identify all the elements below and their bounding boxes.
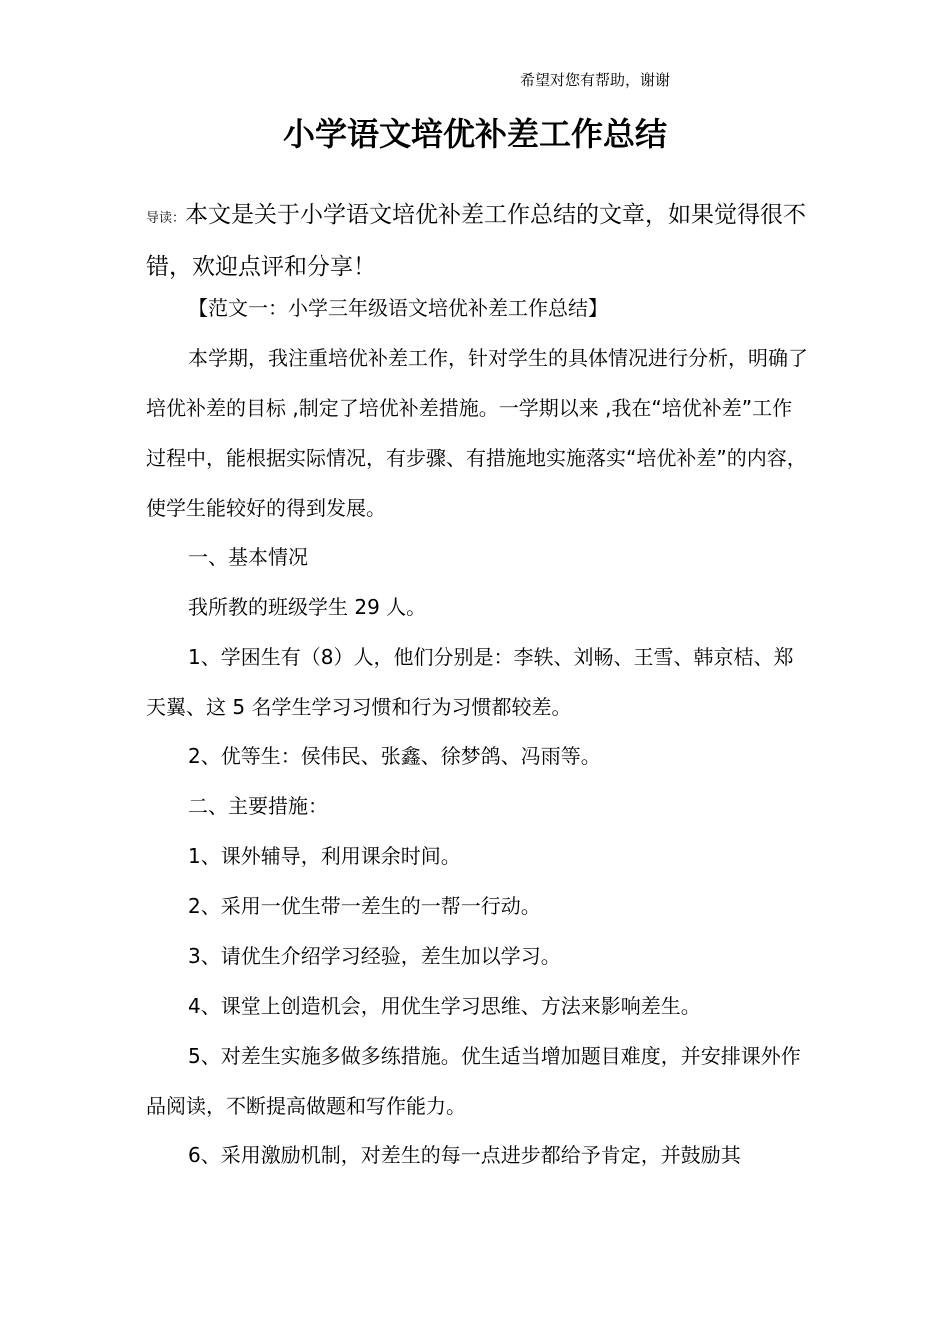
list-item: 2、优等生：侯伟民、张鑫、徐梦鸽、冯雨等。 xyxy=(188,744,601,768)
list-item: 4、课堂上创造机会，用优生学习思维、方法来影响差生。 xyxy=(188,994,701,1018)
list-item: 1、学困生有（8）人，他们分别是：李轶、刘畅、王雪、韩京桔、郑天翼、这 5 名学生学习习惯和行为习惯都较差。 xyxy=(146,645,794,719)
intro-label: 导读： xyxy=(146,211,186,226)
list-item: 2、采用一优生带一差生的一帮一行动。 xyxy=(188,894,541,918)
list-item: 1、课外辅导，利用课余时间。 xyxy=(188,844,461,868)
list-item: 3、请优生介绍学习经验，差生加以学习。 xyxy=(188,944,561,968)
body-paragraph: 本学期，我注重培优补差工作，针对学生的具体情况进行分析，明确了培优补差的目标 ,制定了培优补差措施。一学期以来 ,我在“培优补差”工作过程中，能根据实际情况，有步骤、有措施地实施落实“培优补差”的内容，使学生能较好的得到发展。 xyxy=(146,346,808,520)
document-title: 小学语文培优补差工作总结 xyxy=(282,115,667,153)
intro-text: 本文是关于小学语文培优补差工作总结的文章，如果觉得很不错，欢迎点评和分享！ xyxy=(146,202,807,280)
header-note: 希望对您有帮助，谢谢 xyxy=(520,71,671,89)
section-heading-sample-one: 【范文一：小学三年级语文培优补差工作总结】 xyxy=(188,296,608,320)
list-item: 5、对差生实施多做多练措施。优生适当增加题目难度，并安排课外作品阅读，不断提高做题和写作能力。 xyxy=(146,1044,801,1118)
section-heading-main-measures: 二、主要措施： xyxy=(188,794,328,818)
intro-paragraph xyxy=(146,191,812,292)
section-heading-basic-info: 一、基本情况 xyxy=(188,545,308,569)
body-paragraph: 我所教的班级学生 29 人。 xyxy=(188,595,427,619)
list-item: 6、采用激励机制，对差生的每一点进步都给予肯定，并鼓励其 xyxy=(188,1143,741,1167)
